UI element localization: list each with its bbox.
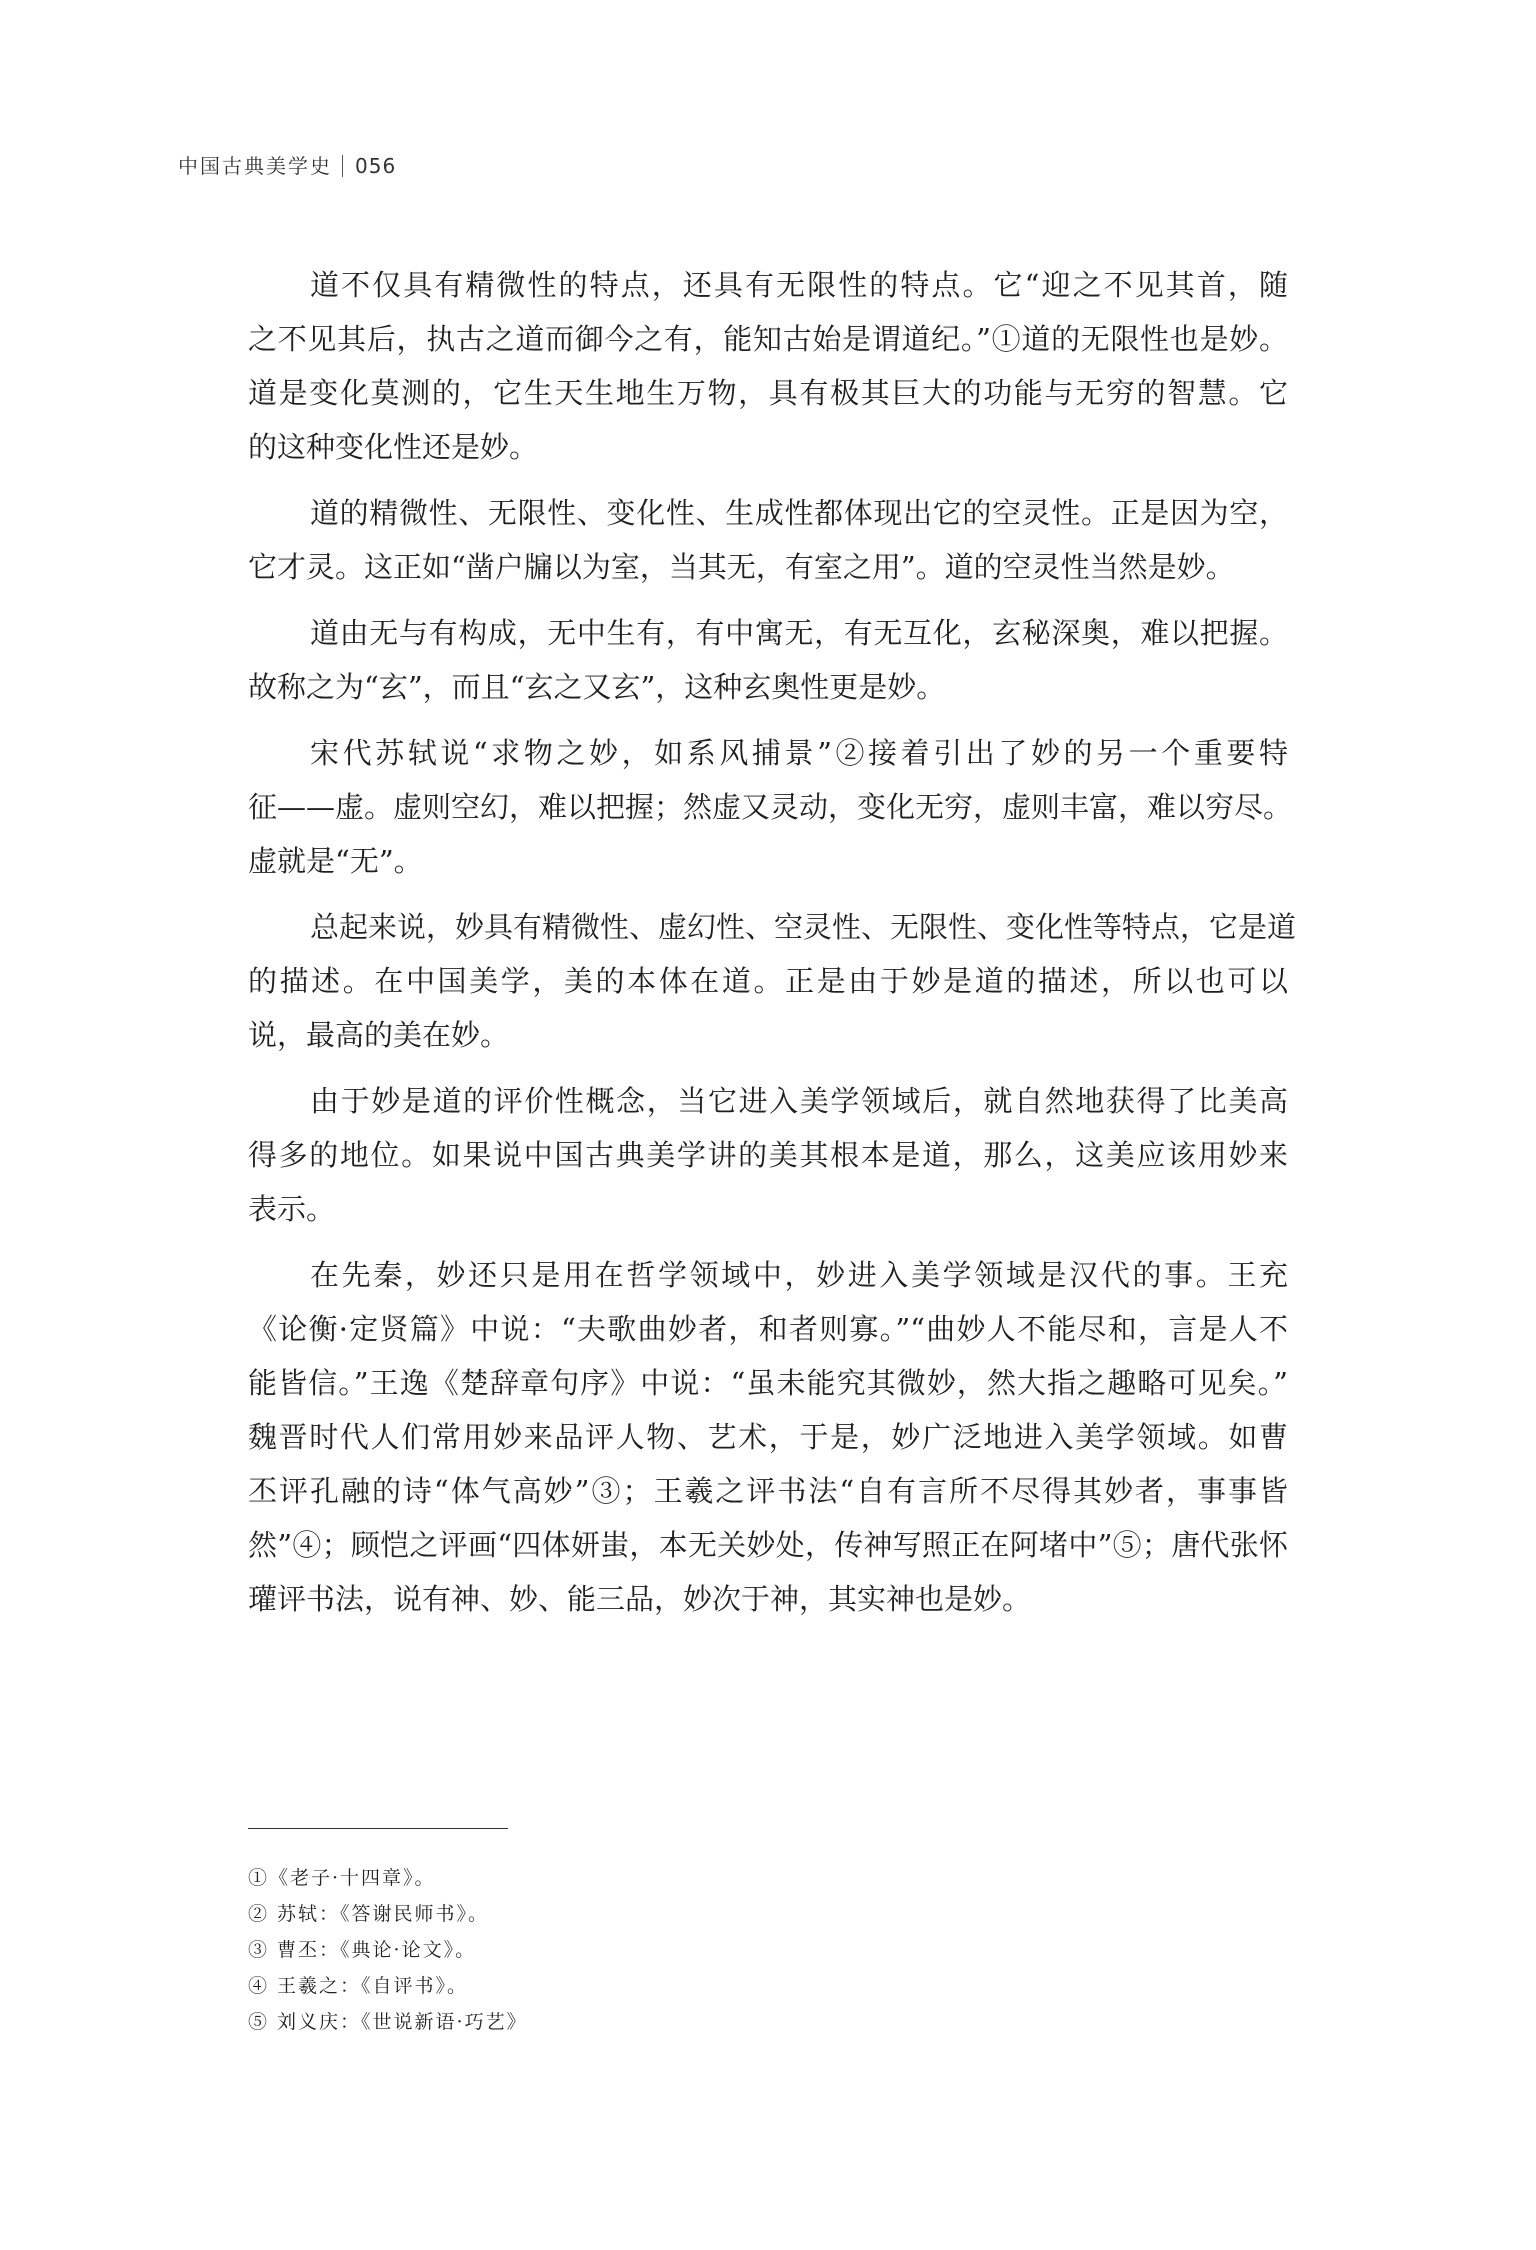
page-number: 056 xyxy=(355,154,397,178)
text-line: 它才灵。这正如“凿户牖以为室，当其无，有室之用”。道的空灵性当然是妙。 xyxy=(248,550,1235,584)
paragraph xyxy=(248,900,1297,1062)
paragraph xyxy=(248,606,1288,714)
text-line: 丕评孔融的诗“体气高妙”③；王羲之评书法“自有言所不尽得其妙者，事事皆 xyxy=(248,1474,1288,1508)
text-line: 瓘评书法，说有神、妙、能三品，妙次于神，其实神也是妙。 xyxy=(248,1582,1032,1616)
footnotes xyxy=(248,1860,1148,2040)
footnote: ①《老子·十四章》。 xyxy=(248,1867,436,1889)
text-line: 虚就是“无”。 xyxy=(248,844,423,878)
text-line: 由于妙是道的评价性概念，当它进入美学领域后，就自然地获得了比美高 xyxy=(310,1084,1288,1118)
paragraph xyxy=(248,726,1293,888)
footnote: ② 苏轼：《答谢民师书》。 xyxy=(248,1903,490,1925)
text-line: 的描述。在中国美学，美的本体在道。正是由于妙是道的描述，所以也可以 xyxy=(248,964,1288,998)
text-line: 说，最高的美在妙。 xyxy=(248,1018,510,1052)
text-line: 道不仅具有精微性的特点，还具有无限性的特点。它“迎之不见其首，随 xyxy=(310,268,1288,302)
footnote: ④ 王羲之：《自评书》。 xyxy=(248,1975,469,1997)
text-line: 然”④；顾恺之评画“四体妍蚩，本无关妙处，传神写照正在阿堵中”⑤；唐代张怀 xyxy=(248,1528,1288,1562)
text-line: 宋代苏轼说“求物之妙，如系风捕景”②接着引出了妙的另一个重要特 xyxy=(310,736,1288,770)
text-line: 在先秦，妙还只是用在哲学领域中，妙进入美学领域是汉代的事。王充 xyxy=(310,1258,1288,1292)
text-line: 道是变化莫测的，它生天生地生万物，具有极其巨大的功能与无穷的智慧。它 xyxy=(248,376,1288,410)
book-title: 中国古典美学史 xyxy=(178,154,332,178)
text-line: 表示。 xyxy=(248,1192,336,1226)
text-line: 故称之为“玄”，而且“玄之又玄”，这种玄奥性更是妙。 xyxy=(248,670,946,704)
paragraph xyxy=(248,258,1288,474)
text-line: 道由无与有构成，无中生有，有中寓无，有无互化，玄秘深奥，难以把握。 xyxy=(310,616,1288,650)
footnote-divider xyxy=(248,1828,508,1829)
footnote: ③ 曹丕：《典论·论文》。 xyxy=(248,1939,477,1961)
header-divider xyxy=(342,155,343,177)
text-line: 总起来说，妙具有精微性、虚幻性、空灵性、无限性、变化性等特点，它是道 xyxy=(310,910,1297,944)
text-line: 得多的地位。如果说中国古典美学讲的美其根本是道，那么，这美应该用妙来 xyxy=(248,1138,1288,1172)
paragraph xyxy=(248,486,1288,594)
paragraph xyxy=(248,1248,1288,1626)
running-head xyxy=(178,150,396,179)
body-text xyxy=(248,258,1297,1638)
text-line: 道的精微性、无限性、变化性、生成性都体现出它的空灵性。正是因为空， xyxy=(310,496,1288,530)
footnote: ⑤ 刘义庆：《世说新语·巧艺》 xyxy=(248,2011,528,2033)
text-line: 魏晋时代人们常用妙来品评人物、艺术，于是，妙广泛地进入美学领域。如曹 xyxy=(248,1420,1288,1454)
text-line: 的这种变化性还是妙。 xyxy=(248,430,539,464)
text-line: 之不见其后，执古之道而御今之有，能知古始是谓道纪。”①道的无限性也是妙。 xyxy=(248,322,1288,356)
text-line: 征——虚。虚则空幻，难以把握；然虚又灵动，变化无穷，虚则丰富，难以穷尽。 xyxy=(248,790,1293,824)
text-line: 《论衡·定贤篇》中说：“夫歌曲妙者，和者则寡。”“曲妙人不能尽和，言是人不 xyxy=(248,1312,1288,1346)
text-line: 能皆信。”王逸《楚辞章句序》中说：“虽未能究其微妙，然大指之趣略可见矣。” xyxy=(248,1366,1288,1400)
paragraph xyxy=(248,1074,1288,1236)
